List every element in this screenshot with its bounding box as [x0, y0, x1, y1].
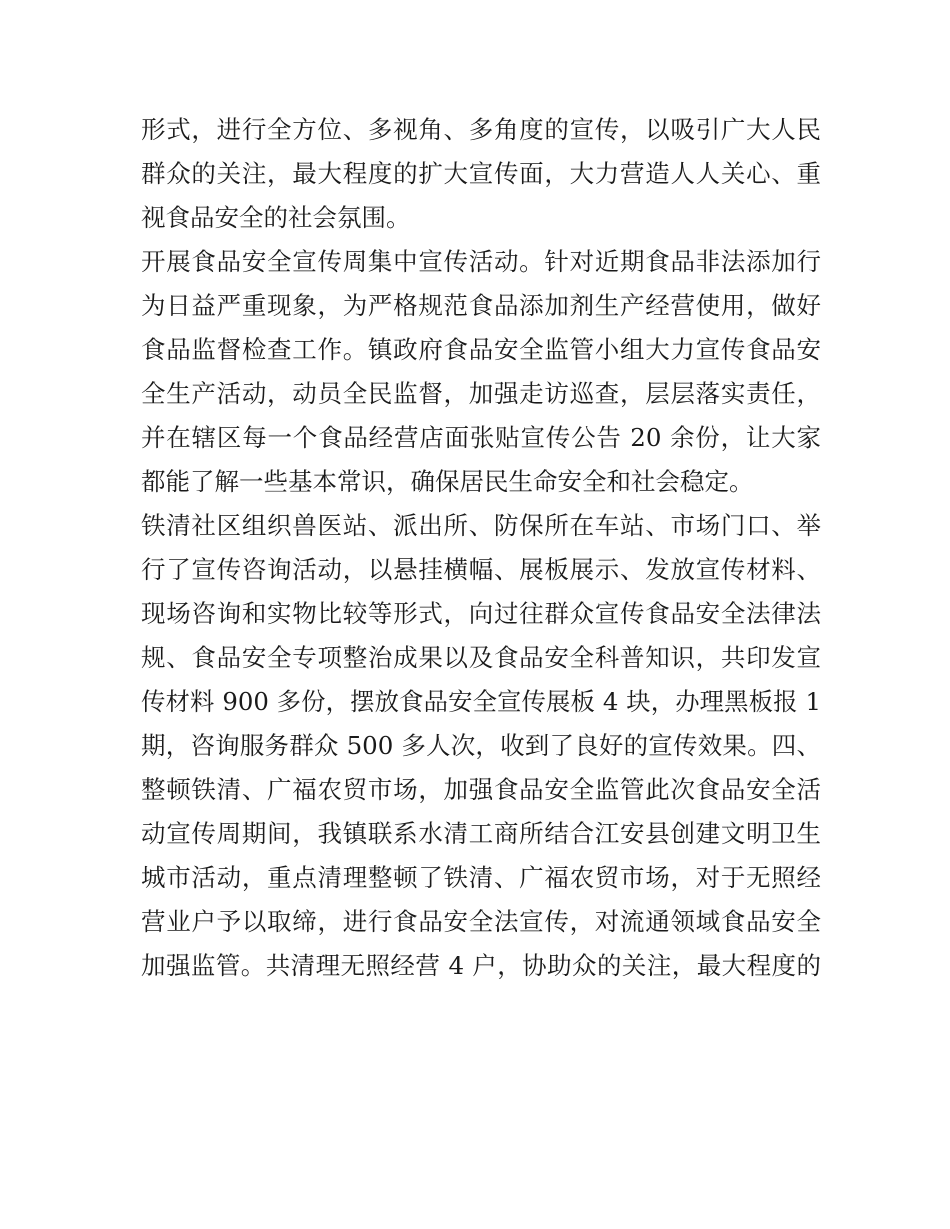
- text-line: 群众的关注，最大程度的扩大宣传面，大力营造人人关心、重: [141, 159, 821, 188]
- text-line: 加强监管。共清理无照经营 4 户，协助众的关注，最大程度的: [141, 951, 821, 980]
- text-line: 全生产活动，动员全民监督，加强走访巡查，层层落实责任，: [141, 379, 821, 408]
- text-line: 规、食品安全专项整治成果以及食品安全科普知识，共印发宣: [141, 643, 821, 672]
- text-line: 开展食品安全宣传周集中宣传活动。针对近期食品非法添加行: [141, 247, 821, 276]
- body-text: [141, 108, 821, 988]
- text-line: 传材料 900 多份，摆放食品安全宣传展板 4 块，办理黑板报 1: [141, 687, 821, 716]
- text-line: 行了宣传咨询活动，以悬挂横幅、展板展示、发放宣传材料、: [141, 555, 821, 584]
- text-line: 现场咨询和实物比较等形式，向过往群众宣传食品安全法律法: [141, 599, 821, 628]
- text-line: 动宣传周期间，我镇联系水清工商所结合江安县创建文明卫生: [141, 819, 821, 848]
- text-line: 城市活动，重点清理整顿了铁清、广福农贸市场，对于无照经: [141, 863, 821, 892]
- text-line: 食品监督检查工作。镇政府食品安全监管小组大力宣传食品安: [141, 335, 821, 364]
- text-line: 视食品安全的社会氛围。: [141, 203, 411, 232]
- text-line: 铁清社区组织兽医站、派出所、防保所在车站、市场门口、举: [141, 511, 821, 540]
- text-line: 期，咨询服务群众 500 多人次，收到了良好的宣传效果。四、: [141, 731, 821, 760]
- text-line: 并在辖区每一个食品经营店面张贴宣传公告 20 余份，让大家: [141, 423, 821, 452]
- text-line: 为日益严重现象，为严格规范食品添加剂生产经营使用，做好: [141, 291, 821, 320]
- text-line: 整顿铁清、广福农贸市场，加强食品安全监管此次食品安全活: [141, 775, 821, 804]
- text-line: 形式，进行全方位、多视角、多角度的宣传，以吸引广大人民: [141, 115, 821, 144]
- text-line: 都能了解一些基本常识，确保居民生命安全和社会稳定。: [141, 467, 754, 496]
- text-line: 营业户予以取缔，进行食品安全法宣传，对流通领域食品安全: [141, 907, 821, 936]
